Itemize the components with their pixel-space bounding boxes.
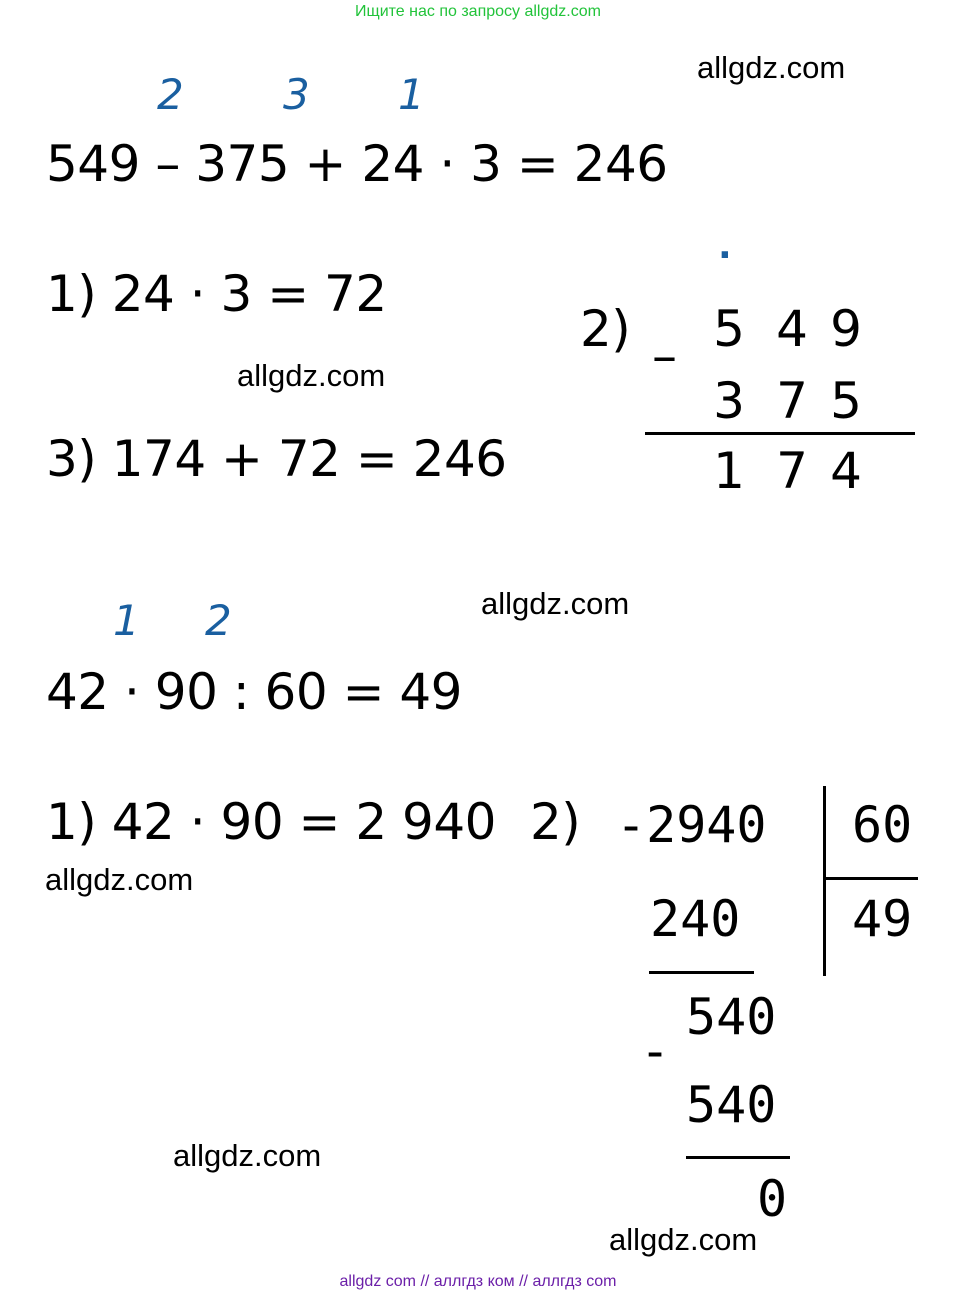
watermark: allgdz.com [697, 50, 846, 85]
subtrahend-digit: 5 [830, 372, 862, 430]
difference-digit: 1 [713, 442, 745, 500]
watermark: allgdz.com [45, 862, 194, 897]
expression: 549 – 375 + 24 · 3 = 246 [46, 135, 668, 193]
watermark: allgdz.com [609, 1222, 758, 1257]
step-1: 1) 24 · 3 = 72 [46, 265, 387, 323]
order-mark: 3 [283, 70, 310, 119]
step-2-label: 2) [530, 793, 581, 851]
result-line [645, 432, 915, 435]
order-mark: 2 [205, 596, 232, 645]
difference-digit: 7 [776, 442, 808, 500]
subtraction-line [649, 971, 754, 974]
minuend-digit: 5 [713, 300, 745, 358]
subtraction-line [686, 1156, 790, 1159]
difference-digit: 4 [830, 442, 862, 500]
watermark: allgdz.com [173, 1138, 322, 1173]
second-product: 540 [686, 1076, 777, 1134]
borrow-dot: · [718, 235, 732, 276]
quotient-line [826, 877, 918, 880]
expression: 42 · 90 : 60 = 49 [46, 663, 462, 721]
subtrahend-digit: 3 [713, 372, 745, 430]
quotient: 49 [852, 890, 913, 948]
final-remainder: 0 [757, 1170, 788, 1228]
division-bar [823, 786, 826, 976]
watermark: allgdz.com [481, 586, 630, 621]
minus-sign: - [640, 1022, 671, 1080]
footer-links[interactable]: allgdz com // аллгдз ком // аллгдз com [339, 1273, 617, 1290]
minus-sign: – [652, 327, 677, 385]
subtrahend-digit: 7 [776, 372, 808, 430]
search-banner: Ищите нас по запросу allgdz.com [355, 3, 601, 20]
minuend-digit: 4 [776, 300, 808, 358]
step-1: 1) 42 · 90 = 2 940 [46, 793, 496, 851]
order-mark: 2 [157, 70, 184, 119]
dividend: -2940 [616, 796, 767, 854]
minuend-digit: 9 [830, 300, 862, 358]
step-2-label: 2) [580, 300, 631, 358]
divisor: 60 [852, 796, 913, 854]
first-product: 240 [650, 890, 741, 948]
remainder-1: 540 [686, 988, 777, 1046]
watermark: allgdz.com [237, 358, 386, 393]
step-3: 3) 174 + 72 = 246 [46, 430, 507, 488]
order-mark: 1 [398, 70, 425, 119]
order-mark: 1 [113, 596, 140, 645]
